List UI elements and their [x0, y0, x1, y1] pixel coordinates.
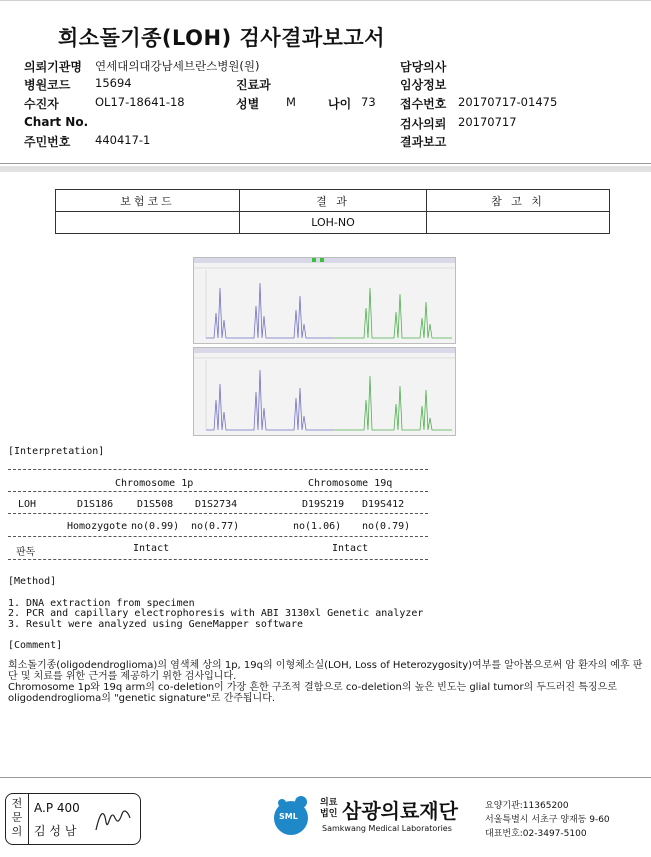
marker-d19s412: D19S412 [362, 499, 405, 510]
license-number: A.P 400 [34, 801, 80, 815]
specialist-box [5, 793, 141, 845]
status-label: 판독 [16, 547, 36, 558]
label-physician: 담당의사 [400, 60, 447, 74]
interpretation-heading: [Interpretation] [8, 446, 105, 457]
value-age: 73 [361, 95, 376, 109]
homozygote-label: Homozygote [67, 521, 128, 532]
label-department: 진료과 [236, 78, 271, 92]
electropherogram-top [193, 257, 456, 344]
marker-d1s186: D1S186 [77, 499, 114, 510]
specialist-label-cell [6, 794, 29, 844]
comment-body [8, 660, 644, 704]
value-d19s412: no(0.79) [362, 521, 411, 532]
marker-d1s2734: D1S2734 [195, 499, 238, 510]
label-patient: 수진자 [24, 97, 59, 111]
label-chart-no: Chart No. [24, 115, 89, 129]
value-d1s508: no(0.99) [131, 521, 180, 532]
label-request-date: 검사의뢰 [400, 117, 447, 131]
value-receipt-no: 20170717-01475 [458, 95, 558, 109]
method-item: 1. DNA extraction from specimen [8, 598, 195, 609]
value-sex: M [286, 95, 296, 109]
divider [8, 491, 428, 492]
status-1p: Intact [133, 543, 170, 554]
cell-result: LOH-NO [240, 212, 427, 234]
value-d19s219: no(1.06) [293, 521, 342, 532]
chromosome-19q-label: Chromosome 19q [308, 478, 393, 489]
value-d1s2734: no(0.77) [191, 521, 240, 532]
method-item: 2. PCR and capillary electrophoresis with ABI 3130xl Genetic analyzer [8, 608, 424, 619]
comment-heading: [Comment] [8, 640, 63, 651]
value-resident-no: 440417-1 [95, 133, 151, 147]
care-institution-no: 요양기관:11365200 [485, 801, 569, 811]
label-resident-no: 주민번호 [24, 135, 71, 149]
result-table [55, 189, 610, 234]
header-divider [0, 163, 651, 164]
org-prefix-2: 법인 [320, 809, 338, 819]
value-hospital-code: 15694 [95, 76, 132, 90]
header-insurance-code: 보험코드 [56, 190, 240, 212]
label-hospital-code: 병원코드 [24, 78, 71, 92]
loh-label: LOH [18, 499, 37, 510]
org-address: 서울특별시 서초구 양재동 9-60 [485, 815, 610, 825]
doctor-name: 김 성 남 [34, 824, 77, 838]
value-patient: OL17-18641-18 [95, 95, 185, 109]
top-border [0, 0, 651, 1]
label-age: 나이 [328, 97, 352, 111]
status-19q: Intact [332, 543, 369, 554]
comment-paragraph: 희소돌기종(oligodendroglioma)의 염색체 상의 1p, 19q의 이형체소실(LOH, Loss of Heterozygosity)여부를 알아봄으로써 암 환자의 예후 판단 및 치료를 위한 근거를 제공하기 위한 검사입니다. [8, 660, 643, 682]
divider [8, 559, 428, 560]
report-title: 희소돌기종(LOH) 검사결과보고서 [58, 26, 385, 50]
divider [8, 469, 428, 470]
cell-insurance-code [56, 212, 240, 234]
org-phone: 대표번호:02-3497-5100 [485, 829, 587, 839]
label-institution: 의뢰기관명 [24, 60, 82, 74]
electropherogram-bottom [193, 347, 456, 436]
label-sex: 성별 [236, 97, 260, 111]
marker-d19s219: D19S219 [302, 499, 345, 510]
label-report-date: 결과보고 [400, 135, 447, 149]
header-result: 결 과 [240, 190, 427, 212]
divider [8, 536, 428, 537]
divider [8, 513, 428, 514]
method-item: 3. Result were analyzed using GeneMapper software [8, 619, 304, 630]
org-prefix-1: 의료 [320, 798, 338, 808]
electropherogram-top-trace [194, 258, 455, 343]
label-receipt-no: 접수번호 [400, 97, 447, 111]
marker-d1s508: D1S508 [137, 499, 174, 510]
signature-icon [92, 802, 134, 836]
value-request-date: 20170717 [458, 115, 517, 129]
cell-reference [427, 212, 610, 234]
org-name: 삼광의료재단 [342, 799, 458, 823]
logo-badge: SML [279, 812, 298, 821]
comment-paragraph: Chromosome 1p와 19q arm의 co-deletion이 가장 흔한 구조적 결함으로 co-deletion의 높은 빈도는 glial tumor의 두드러진 특징으로 oligodendroglioma의 "genetic signature"로 간주됩니다. [8, 682, 617, 704]
header-shade [0, 166, 651, 172]
electropherogram-bottom-trace [194, 348, 455, 435]
org-english: Samkwang Medical Laboratories [322, 824, 452, 833]
method-heading: [Method] [8, 576, 57, 587]
value-institution: 연세대의대강남세브란스병원(원) [95, 59, 260, 73]
chromosome-1p-label: Chromosome 1p [115, 478, 194, 489]
label-clinical-info: 임상정보 [400, 78, 447, 92]
specialist-label: 전문의 [11, 797, 23, 838]
header-reference: 참 고 치 [427, 190, 610, 212]
footer-divider [0, 777, 651, 778]
